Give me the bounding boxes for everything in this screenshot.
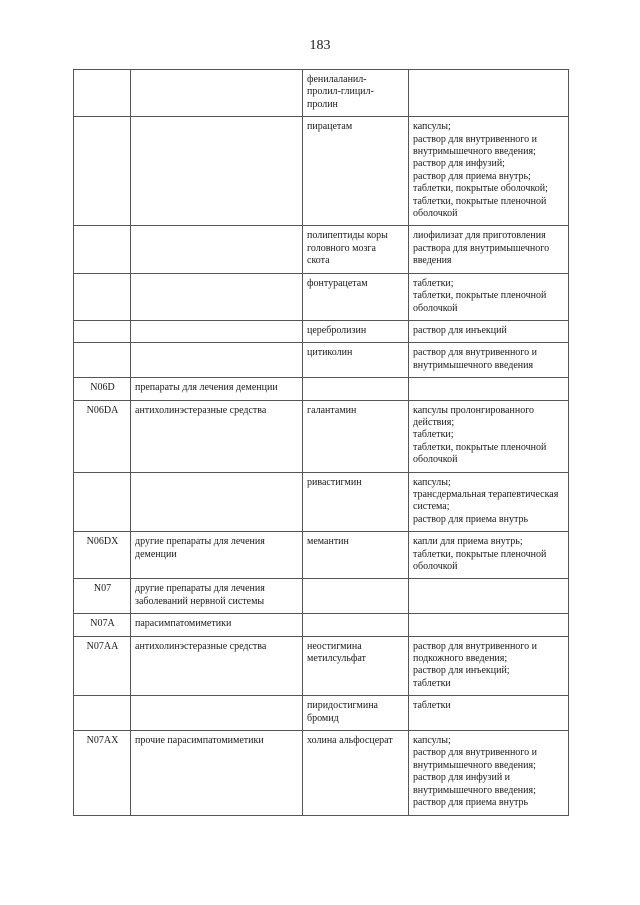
dosage-form-cell [409,378,569,400]
drug-name-line: ривастигмин [307,476,362,488]
table-row [74,117,569,226]
atc-code-cell: N06D [74,378,131,400]
dosage-form-line: таблетки, покрытые пленочной [413,548,547,560]
dosage-form-line: раствор для инфузий и [413,772,511,784]
dosage-form-cell [409,343,569,378]
dosage-form-cell [409,472,569,532]
atc-code-cell [74,273,131,320]
drug-name-cell [303,273,409,320]
drug-name-line: головного мозга [307,242,376,254]
dosage-form-line: капсулы; [413,121,451,133]
atc-code-cell: N07A [74,614,131,636]
drug-list-table [73,69,569,816]
group-name-cell: антихолинэстеразные средства [131,400,303,472]
table-row [74,731,569,815]
dosage-form-cell [409,614,569,636]
dosage-form-line: таблетки [413,700,451,712]
table-row [74,226,569,273]
dosage-form-line: лиофилизат для приготовления [413,230,546,242]
dosage-form-line: раствора для внутримышечного [413,242,550,254]
dosage-form-cell [409,117,569,226]
drug-name-line: неостигмина [307,640,362,652]
drug-name-line: бромид [307,712,339,724]
table-row [74,579,569,614]
dosage-form-line: раствор для внутривенного и [413,133,538,145]
table-row [74,532,569,579]
drug-name-line: полипептиды коры [307,230,388,242]
group-name-cell [131,117,303,226]
table-row [74,343,569,378]
dosage-form-line: внутримышечного введения; [413,146,536,158]
atc-code-cell: N07AA [74,636,131,696]
table-row [74,636,569,696]
dosage-form-line: капсулы; [413,735,451,747]
dosage-form-line: раствор для приема внутрь [413,513,529,525]
atc-code-cell [74,320,131,342]
dosage-form-line: внутримышечного введения; [413,759,536,771]
drug-name-cell [303,636,409,696]
dosage-form-line: раствор для инъекций; [413,665,510,677]
atc-code-cell [74,70,131,117]
drug-name-line: церебролизин [307,324,367,336]
drug-name-line: цитиколин [307,347,353,359]
drug-name-cell [303,579,409,614]
dosage-form-cell [409,273,569,320]
dosage-form-cell [409,226,569,273]
dosage-form-line: внутримышечного введения; [413,784,536,796]
dosage-form-line: таблетки, покрытые пленочной [413,441,547,453]
table-row [74,400,569,472]
dosage-form-line: раствор для приема внутрь [413,797,529,809]
dosage-form-line: введения [413,255,452,267]
table-row [74,472,569,532]
table-row [74,378,569,400]
atc-code-cell [74,696,131,731]
dosage-form-line: капли для приема внутрь; [413,536,523,548]
dosage-form-cell [409,320,569,342]
dosage-form-line: трансдермальная терапевтическая [413,488,559,500]
drug-name-line: пирацетам [307,121,353,133]
drug-name-line: метилсульфат [307,653,366,665]
drug-name-cell [303,731,409,815]
drug-name-cell [303,614,409,636]
dosage-form-cell [409,400,569,472]
atc-code-cell: N06DX [74,532,131,579]
atc-code-cell [74,226,131,273]
dosage-form-line: раствор для внутривенного и [413,747,538,759]
group-name-cell [131,70,303,117]
group-name-cell: другие препараты для лечения деменции [131,532,303,579]
atc-code-cell: N07AX [74,731,131,815]
dosage-form-line: таблетки, покрытые пленочной [413,290,547,302]
drug-name-line: холина альфосцерат [307,735,393,747]
drug-name-cell [303,226,409,273]
group-name-cell: антихолинэстеразные средства [131,636,303,696]
dosage-form-cell [409,532,569,579]
dosage-form-line: действия; [413,416,455,428]
dosage-form-line: раствор для внутривенного и [413,347,538,359]
group-name-cell [131,273,303,320]
drug-name-line: пиридостигмина [307,700,378,712]
dosage-form-line: внутримышечного введения [413,359,534,371]
dosage-form-line: раствор для инъекций [413,324,507,336]
dosage-form-line: раствор для приема внутрь; [413,170,531,182]
atc-code-cell: N06DA [74,400,131,472]
drug-name-cell [303,320,409,342]
drug-name-line: фенилаланил- [307,74,367,85]
drug-name-line: мемантин [307,536,349,548]
group-name-cell: препараты для лечения деменции [131,378,303,400]
drug-name-cell [303,117,409,226]
group-name-cell [131,472,303,532]
group-name-cell [131,343,303,378]
dosage-form-cell [409,70,569,117]
dosage-form-cell [409,696,569,731]
dosage-form-line: раствор для инфузий; [413,158,505,170]
dosage-form-line: оболочкой [413,208,458,220]
drug-name-cell [303,378,409,400]
atc-code-cell: N07 [74,579,131,614]
dosage-form-cell [409,636,569,696]
dosage-form-cell [409,731,569,815]
dosage-form-line: раствор для внутривенного и [413,640,538,652]
table-row [74,70,569,117]
drug-name-cell [303,472,409,532]
dosage-form-line: оболочкой [413,302,458,314]
dosage-form-line: таблетки, покрытые оболочкой; [413,183,548,195]
table-row [74,320,569,342]
atc-code-cell [74,472,131,532]
drug-name-line: пролин [307,98,338,110]
dosage-form-line: таблетки; [413,277,454,289]
drug-name-cell [303,400,409,472]
dosage-form-line: оболочкой [413,454,458,466]
group-name-cell: другие препараты для лечения заболеваний нервной системы [131,579,303,614]
dosage-form-line: система; [413,501,450,513]
atc-code-cell [74,343,131,378]
table-row [74,696,569,731]
drug-name-cell [303,70,409,117]
dosage-form-cell [409,579,569,614]
drug-name-line: скота [307,255,330,267]
group-name-cell: парасимпатомиметики [131,614,303,636]
page-number: 183 [309,38,331,53]
group-name-cell [131,320,303,342]
dosage-form-line: оболочкой [413,561,458,572]
atc-code-cell [74,117,131,226]
group-name-cell: прочие парасимпатомиметики [131,731,303,815]
group-name-cell [131,696,303,731]
drug-name-line: пролил-глицил- [307,86,374,98]
dosage-form-line: капсулы; [413,476,451,488]
table-row [74,614,569,636]
dosage-form-line: капсулы пролонгированного [413,404,535,416]
dosage-form-line: таблетки [413,677,451,689]
drug-name-line: галантамин [307,404,357,416]
drug-name-line: фонтурацетам [307,277,368,289]
group-name-cell [131,226,303,273]
dosage-form-line: таблетки, покрытые пленочной [413,195,547,207]
table-row [74,273,569,320]
drug-name-cell [303,696,409,731]
drug-name-cell [303,343,409,378]
dosage-form-line: подкожного введения; [413,653,508,665]
dosage-form-line: таблетки; [413,429,454,441]
drug-name-cell [303,532,409,579]
